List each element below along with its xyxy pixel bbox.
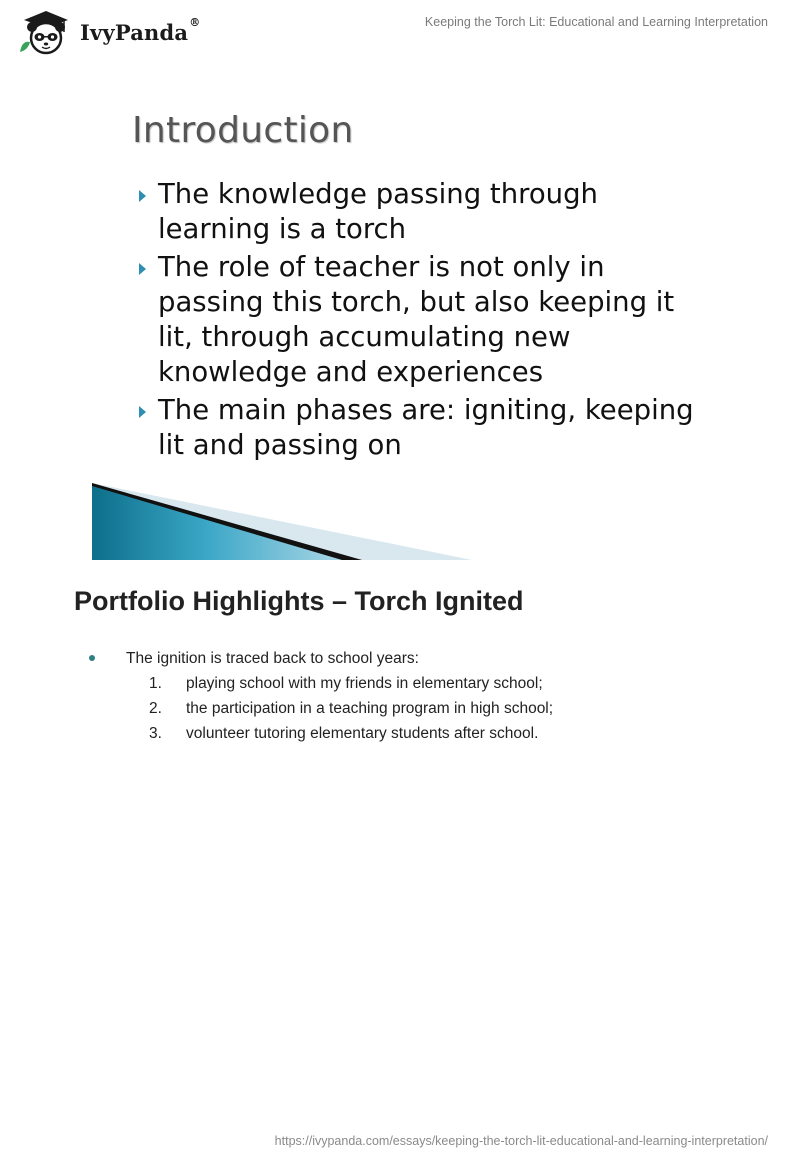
slide-image (92, 100, 712, 562)
slide-bullet-list (138, 177, 708, 466)
bullet-dot-icon (89, 655, 95, 661)
item-text: playing school with my friends in elementary school; (186, 675, 543, 692)
item-text: volunteer tutoring elementary students after school. (186, 725, 539, 742)
logo[interactable] (16, 8, 200, 56)
document-title: Keeping the Torch Lit: Educational and Learning Interpretation (424, 15, 768, 29)
triangle-bullet-icon (139, 263, 146, 275)
triangle-bullet-icon (139, 190, 146, 202)
slide-decorative-wedge (92, 483, 492, 563)
footer-url-link[interactable]: https://ivypanda.com/essays/keeping-the-torch-lit-educational-and-learning-interpretation/ (274, 1134, 768, 1148)
item-number: 2. (149, 700, 162, 717)
item-number: 1. (149, 675, 162, 692)
triangle-bullet-icon (139, 406, 146, 418)
page-header (0, 0, 800, 60)
item-number: 3. (149, 725, 162, 742)
slide-bullet: The main phases are: igniting, keeping lit and passing on (138, 393, 708, 463)
slide-bullet: The knowledge passing through learning is a torch (138, 177, 708, 247)
slide-bullet: The role of teacher is not only in passing this torch, but also keeping it lit, through accumulating new knowledge and experiences (138, 250, 708, 390)
logo-text: IvyPanda® (80, 15, 201, 45)
item-text: the participation in a teaching program in high school; (186, 700, 554, 717)
section-heading: Portfolio Highlights – Torch Ignited (74, 586, 524, 616)
slide-title: Introduction (132, 110, 354, 151)
panda-logo-icon (16, 8, 74, 56)
bullet-text: The ignition is traced back to school years: (126, 650, 419, 667)
